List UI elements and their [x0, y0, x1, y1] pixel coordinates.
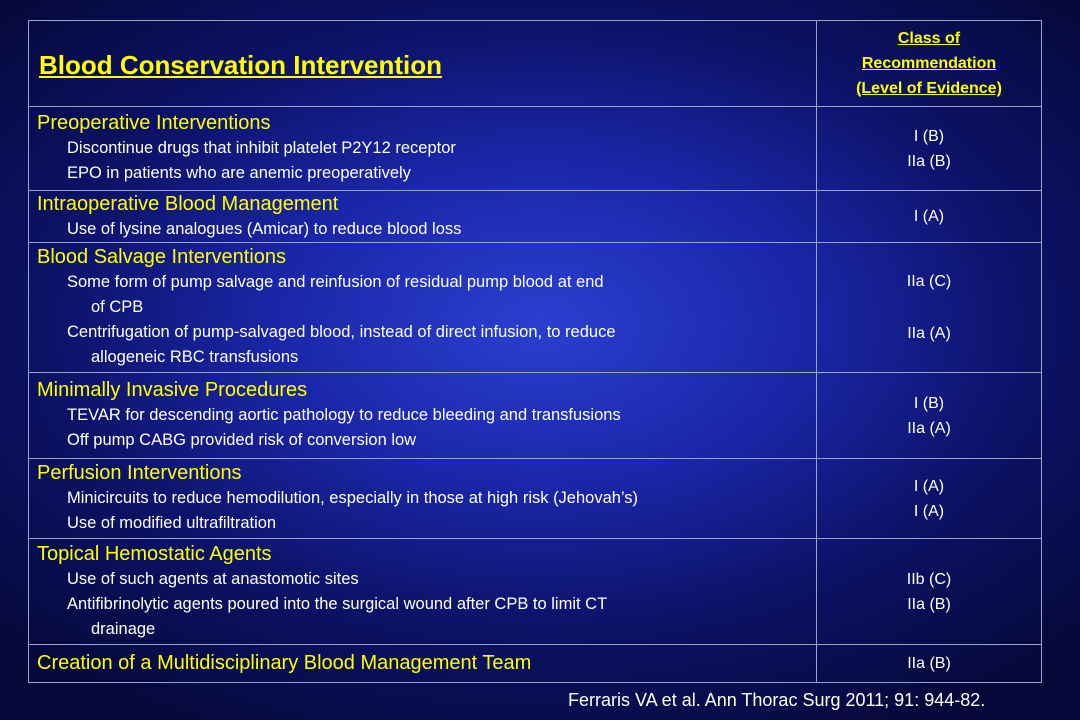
section-title: Blood Salvage Interventions — [37, 246, 287, 268]
table-row — [29, 191, 1042, 243]
list-item: TEVAR for descending aortic pathology to reduce bleeding and transfusions — [67, 406, 621, 424]
list-item: Discontinue drugs that inhibit platelet P2Y12 receptor — [67, 139, 456, 157]
section-title: Intraoperative Blood Management — [37, 192, 339, 215]
header-title-cell — [29, 21, 817, 107]
recommendation-value: I (B) — [913, 394, 945, 412]
recommendation-header — [817, 26, 1041, 101]
table-row — [29, 373, 1042, 459]
recommendation-cell — [817, 107, 1042, 191]
table-row — [29, 539, 1042, 645]
list-item — [29, 592, 816, 642]
section-title: Creation of a Multidisciplinary Blood Management Team — [37, 652, 532, 674]
table-row — [29, 459, 1042, 539]
list-item-text: Some form of pump salvage and reinfusion of residual pump blood at end — [67, 273, 604, 291]
section-title: Preoperative Interventions — [37, 112, 271, 134]
recommendation-value: IIa (B) — [907, 595, 951, 613]
recommendation-value: I (B) — [913, 127, 945, 145]
recommendation-cell — [817, 191, 1042, 243]
table-title: Blood Conservation Intervention — [39, 50, 443, 80]
recommendation-value: I (A) — [913, 208, 945, 225]
recommendations-table — [28, 20, 1042, 683]
recommendation-value: IIa (A) — [907, 325, 951, 342]
list-item: Use of lysine analogues (Amicar) to reduce blood loss — [67, 219, 462, 238]
recommendation-value: I (A) — [913, 502, 945, 520]
recommendation-value: IIa (B) — [907, 152, 951, 170]
list-item — [29, 320, 816, 370]
recommendation-cell — [817, 243, 1042, 373]
list-item-continuation: drainage — [91, 619, 156, 638]
intervention-cell — [29, 107, 817, 191]
list-item: Minicircuits to reduce hemodilution, especially in those at high risk (Jehovah’s) — [67, 489, 639, 507]
recommendation-value: IIb (C) — [906, 570, 952, 588]
recommendation-value: I (A) — [913, 477, 945, 495]
table-row — [29, 243, 1042, 373]
header-recommendation-cell — [817, 21, 1042, 107]
citation: Ferraris VA et al. Ann Thorac Surg 2011; 91: 944-82. — [568, 690, 986, 710]
spacer — [817, 294, 1041, 321]
recommendation-value: IIa (B) — [907, 655, 951, 672]
recommendation-cell — [817, 459, 1042, 539]
table-header-row — [29, 21, 1042, 107]
intervention-cell — [29, 373, 817, 459]
list-item-text: Centrifugation of pump-salvaged blood, instead of direct infusion, to reduce — [67, 323, 616, 341]
list-item-continuation: of CPB — [91, 298, 144, 316]
table-row — [29, 645, 1042, 683]
list-item-text: Antifibrinolytic agents poured into the surgical wound after CPB to limit CT — [67, 594, 608, 613]
table-row — [29, 107, 1042, 191]
recommendation-cell — [817, 373, 1042, 459]
recommendation-header-line: (Level of Evidence) — [856, 80, 1002, 97]
recommendation-cell — [817, 645, 1042, 683]
section-title: Topical Hemostatic Agents — [37, 542, 272, 565]
section-title: Minimally Invasive Procedures — [37, 379, 308, 401]
recommendation-header-line: Recommendation — [861, 55, 997, 72]
list-item: EPO in patients who are anemic preoperatively — [67, 164, 411, 182]
list-item — [29, 270, 816, 320]
list-item: Use of such agents at anastomotic sites — [67, 569, 359, 588]
intervention-cell — [29, 645, 817, 683]
list-item-continuation: allogeneic RBC transfusions — [91, 348, 299, 366]
section-title: Perfusion Interventions — [37, 462, 242, 484]
list-item: Off pump CABG provided risk of conversion low — [67, 431, 417, 449]
recommendation-cell — [817, 539, 1042, 645]
recommendation-header-line: Class of — [897, 30, 961, 47]
intervention-cell — [29, 191, 817, 243]
intervention-cell — [29, 243, 817, 373]
intervention-cell — [29, 459, 817, 539]
list-item: Use of modified ultrafiltration — [67, 514, 277, 532]
recommendation-value: IIa (A) — [907, 419, 951, 437]
recommendation-value: IIa (C) — [906, 273, 952, 290]
intervention-cell — [29, 539, 817, 645]
